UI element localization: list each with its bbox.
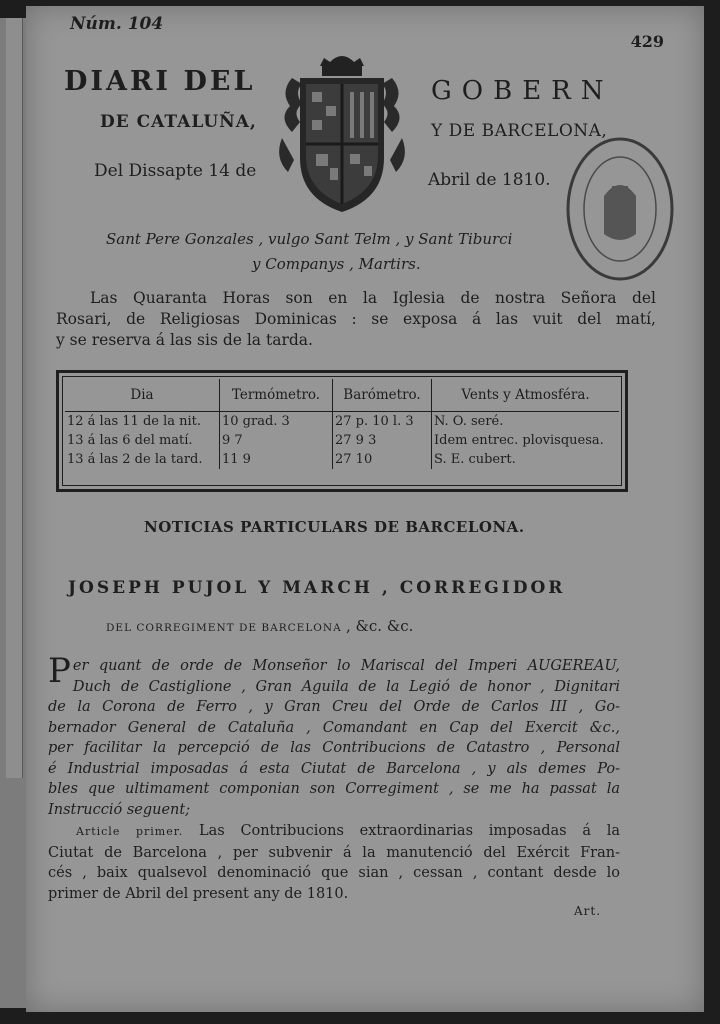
newspaper-page (26, 6, 704, 1012)
coat-of-arms-icon (272, 48, 412, 216)
header-termometro: Termómetro. (220, 379, 333, 412)
subtitle-left: DE CATALUÑA, (100, 112, 257, 132)
table-header-row (65, 379, 619, 412)
forty-hours-paragraph (56, 288, 656, 351)
table-cell: 12 á las 11 de la nit. (65, 412, 220, 432)
office-line (106, 617, 413, 635)
weather-table (65, 379, 619, 469)
table-cell: 27 10 (333, 450, 432, 469)
section-heading: NOTICIAS PARTICULARS DE BARCELONA. (144, 518, 525, 536)
table-row (65, 450, 619, 469)
table-cell: 27 p. 10 l. 3 (333, 412, 432, 432)
date-left: Del Dissapte 14 de (94, 161, 257, 181)
paragraph-line: y se reserva á las sis de la tarda. (56, 331, 313, 349)
paragraph-line: Rosari, de Religiosas Dominicas : se exposa á las vuit del matí, (56, 310, 656, 328)
left-page-fold (6, 18, 23, 778)
table-row (65, 431, 619, 450)
title-left: DIARI DEL (64, 66, 256, 97)
table-cell: 11 9 (220, 450, 333, 469)
body-line: primer de Abril del present any de 1810. (48, 885, 349, 902)
library-stamp (564, 134, 676, 284)
body-line: bernador General de Cataluña , Comandant en Cap del Exercit &c., (48, 719, 620, 736)
table-cell: 27 9 3 (333, 431, 432, 450)
title-right: GOBERN (431, 76, 614, 106)
office-title: DEL CORREGIMENT DE BARCELONA (106, 622, 342, 634)
body-line: Ciutat de Barcelona , per subvenir á la manutenció del Exércit Fran- (48, 844, 620, 861)
subtitle-right: Y DE BARCELONA, (431, 121, 608, 141)
table-cell: 9 7 (220, 431, 333, 450)
page-number: 429 (630, 32, 664, 51)
date-right: Abril de 1810. (428, 170, 551, 190)
table-cell: 13 á las 2 de la tard. (65, 450, 220, 469)
table-cell: N. O. seré. (434, 414, 504, 429)
official-name: JOSEPH PUJOL Y MARCH , CORREGIDOR (68, 578, 566, 598)
weather-table-frame (56, 370, 628, 492)
body-line: de la Corona de Ferro , y Gran Creu del Orde de Carlos III , Go- (48, 699, 620, 715)
paragraph-line: Las Quaranta Horas son en la Iglesia de nostra Señora del (90, 289, 656, 307)
body-line: cés , baix qualsevol denominació que sian , cessan , contant desde lo (48, 865, 620, 881)
article-first (48, 821, 620, 904)
body-line: Instrucció seguent; (48, 801, 191, 818)
article-label: Article primer. (76, 825, 184, 838)
saints-line-2: y Companys , Martirs. (252, 255, 421, 273)
catchword: Art. (574, 904, 602, 918)
body-line: bles que ultimament componian son Corregiment , se me ha passat la (48, 781, 620, 797)
article-text: Las Contribucions extraordinarias imposadas á la (199, 823, 620, 839)
body-line (48, 821, 620, 843)
header-dia: Dia (65, 379, 220, 412)
saints-line-1: Sant Pere Gonzales , vulgo Sant Telm , y Sant Tiburci (106, 230, 513, 248)
table-row (65, 412, 619, 432)
decree-intro (48, 651, 620, 820)
body-line: er quant de orde de Monseñor lo Mariscal del Imperi AUGEREAU, (72, 658, 620, 674)
header-barometro: Barómetro. (333, 379, 432, 412)
header-vents: Vents y Atmosféra. (432, 379, 620, 412)
body-line: é Industrial imposadas á esta Ciutat de Barcelona , y als demes Po- (48, 760, 620, 777)
issue-number: Núm. 104 (70, 14, 164, 34)
drop-cap: P (48, 651, 71, 691)
table-cell: 13 á las 6 del matí. (65, 431, 220, 450)
table-cell: Idem entrec. plovisquesa. (434, 433, 604, 448)
body-line: Duch de Castiglione , Gran Aguila de la Legió de honor , Dignitari (72, 678, 620, 695)
stamp-seal-icon (564, 134, 676, 284)
table-cell: S. E. cubert. (434, 452, 516, 467)
table-cell: 10 grad. 3 (220, 412, 333, 432)
body-line: per facilitar la percepció de las Contribucions de Catastro , Personal (48, 740, 620, 756)
office-etc: , &c. &c. (346, 617, 414, 635)
